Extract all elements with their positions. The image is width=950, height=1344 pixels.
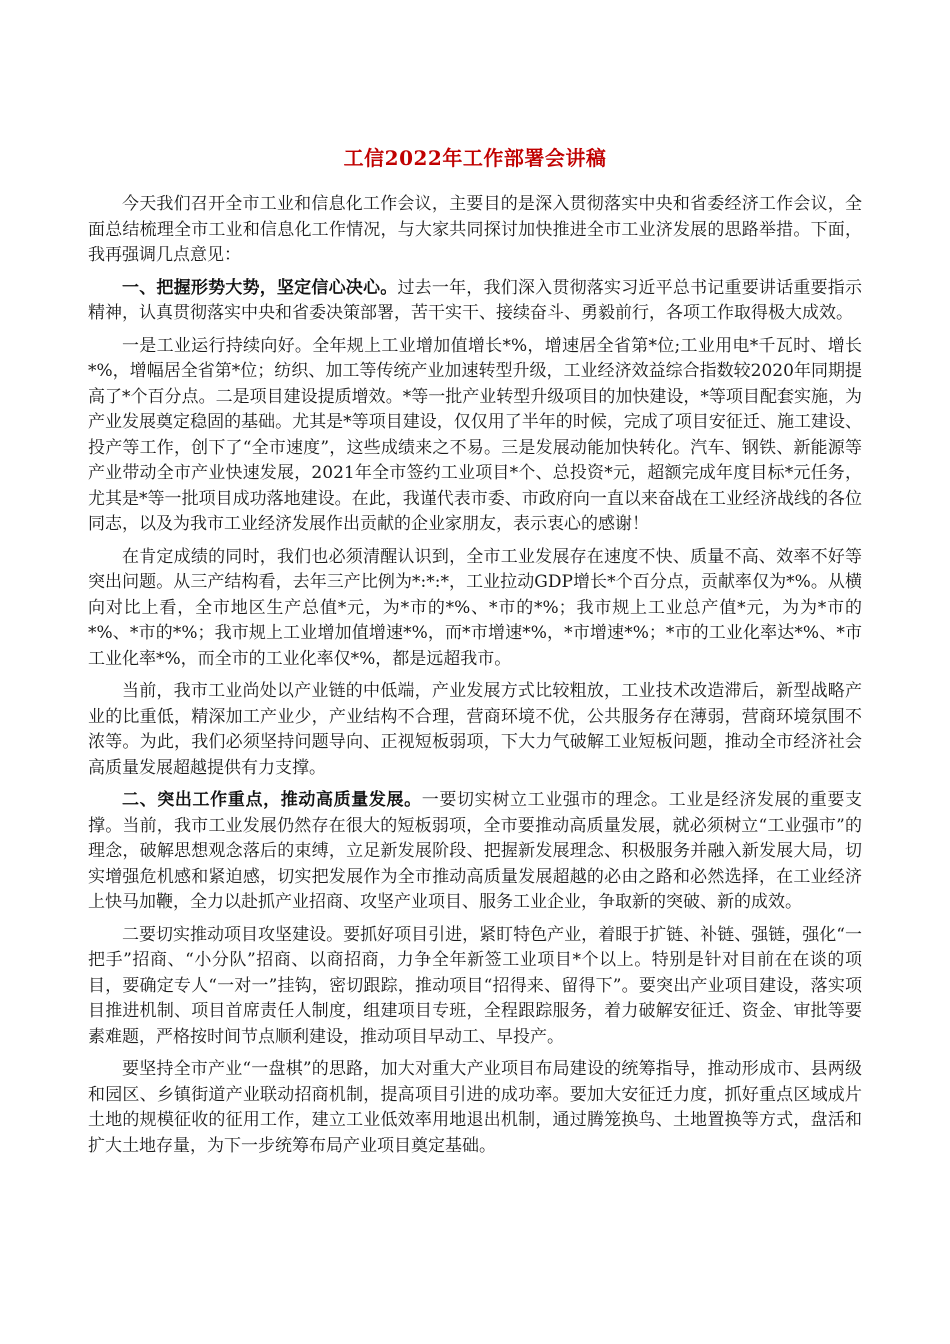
paragraph-current-status [88, 679, 862, 781]
paragraph-text: 一要切实树立工业强市的理念。工业是经济发展的重要支撑。当前，我市工业发展仍然存在很大的短板弱项，全市要推动高质量发展，就必须树立“工业强市”的理念，破解思想观念落后的束缚，立足新发展阶段、把握新发展理念、积极服务并融入新发展大局，切实增强危机感和紧迫感，切实把发展作为全市推动高质量发展超越的必由之路和必然选择，在工业经济上快马加鞭，全力以赴抓产业招商、攻坚产业项目、服务工业企业，争取新的突破、新的成效。 [88, 790, 862, 912]
section-heading-1: 一、把握形势大势，坚定信心决心。 [122, 277, 398, 298]
paragraph-text: 二要切实推动项目攻坚建设。要抓好项目引进，紧盯特色产业，着眼于扩链、补链、强链，强化“一把手”招商、“小分队”招商、以商招商，力争全年新签工业项目*个以上。特别是针对目前在在谈的项目，要确定专人“一对一”挂钩，密切跟踪，推动项目“招得来、留得下”。要突出产业项目建设，落实项目推进机制、项目首席责任人制度，组建项目专班，全程跟踪服务，着力破解安征迁、资金、审批等要素难题，严格按时间节点顺利建设，推动项目早动工、早投产。 [88, 924, 862, 1047]
paragraph-industry-layout [88, 1057, 862, 1159]
paragraph-text: 要坚持全市产业“一盘棋”的思路，加大对重大产业项目布局建设的统筹指导，推动形成市、县两级和园区、乡镇街道产业联动招商机制，提高项目引进的成功率。要加大安征迁力度，抓好重点区域成片土地的规模征收的征用工作，建立工业低效率用地退出机制，通过腾笼换鸟、土地置换等方式，盘活和扩大土地存量，为下一步统筹布局产业项目奠定基础。 [88, 1059, 862, 1156]
document-title: 工信2022年工作部署会讲稿 [343, 146, 607, 170]
paragraph-text: 今天我们召开全市工业和信息化工作会议，主要目的是深入贯彻落实中央和省委经济工作会议，全面总结梳理全市工业和信息化工作情况，与大家共同探讨加快推进全市工业济发展的思路举措。下面，我再强调几点意见： [88, 194, 862, 265]
paragraph-text: 当前，我市工业尚处以产业链的中低端，产业发展方式比较粗放，工业技术改造滞后，新型战略产业的比重低，精深加工产业少，产业结构不合理，营商环境不优，公共服务存在薄弱，营商环境氛围不浓等。为此，我们必须坚持问题导向、正视短板弱项，下大力气破解工业短板问题，推动全市经济社会高质量发展超越提供有力支撑。 [88, 681, 862, 778]
document-body [88, 144, 862, 1166]
paragraph-text: 过去一年，我们深入贯彻落实习近平总书记重要讲话重要指示精神，认真贯彻落实中央和省委决策部署，苦干实干、接续奋斗、勇毅前行，各项工作取得极大成效。 [88, 277, 863, 323]
paragraph-problems [88, 545, 862, 673]
paragraph-section-1 [88, 276, 862, 327]
section-heading-2: 二、突出工作重点，推动高质量发展。 [122, 790, 422, 810]
paragraph-text: 在肯定成绩的同时，我们也必须清醒认识到，全市工业发展存在速度不快、质量不高、效率不好等突出问题。从三产结构看，去年三产比例为*:*:*，工业拉动GDP增长*个百分点，贡献率仅为*%。从横向对比上看，全市地区生产总值*元，为*市的*%、*市的*%；我市规上工业总产值*元，为为*市的*%、*市的*%；我市规上工业增加值增速*%，而*市增速*%，*市增速*%；*市的工业化率达*%、*市工业化率*%，而全市的工业化率仅*%，都是远超我市。 [88, 546, 862, 669]
paragraph-project-construction [88, 923, 862, 1051]
paragraph-intro [88, 192, 862, 269]
paragraph-achievements [88, 334, 862, 538]
paragraph-section-2 [88, 788, 862, 916]
paragraph-text: 一是工业运行持续向好。全年规上工业增加值增长*%，增速居全省第*位;工业用电*千瓦时、增长*%，增幅居全省第*位；纺织、加工等传统产业加速转型升级，工业经济效益综合指数较2020年同期提高了*个百分点。二是项目建设提质增效。*等一批产业转型升级项目的加快建设，*等项目配套实施，为产业发展奠定稳固的基础。尤其是*等项目建设，仅仅用了半年的时候，完成了项目安征迁、施工建设、投产等工作，创下了“全市速度”，这些成绩来之不易。三是发展动能加快转化。汽车、钢铁、新能源等产业带动全市产业快速发展，2021年全市签约工业项目*个、总投资*元，超额完成年度目标*元任务，尤其是*等一批项目成功落地建设。在此，我谨代表市委、市政府向一直以来奋战在工业经济战线的各位同志，以及为我市工业经济发展作出贡献的企业家朋友，表示衷心的感谢！ [88, 335, 862, 534]
